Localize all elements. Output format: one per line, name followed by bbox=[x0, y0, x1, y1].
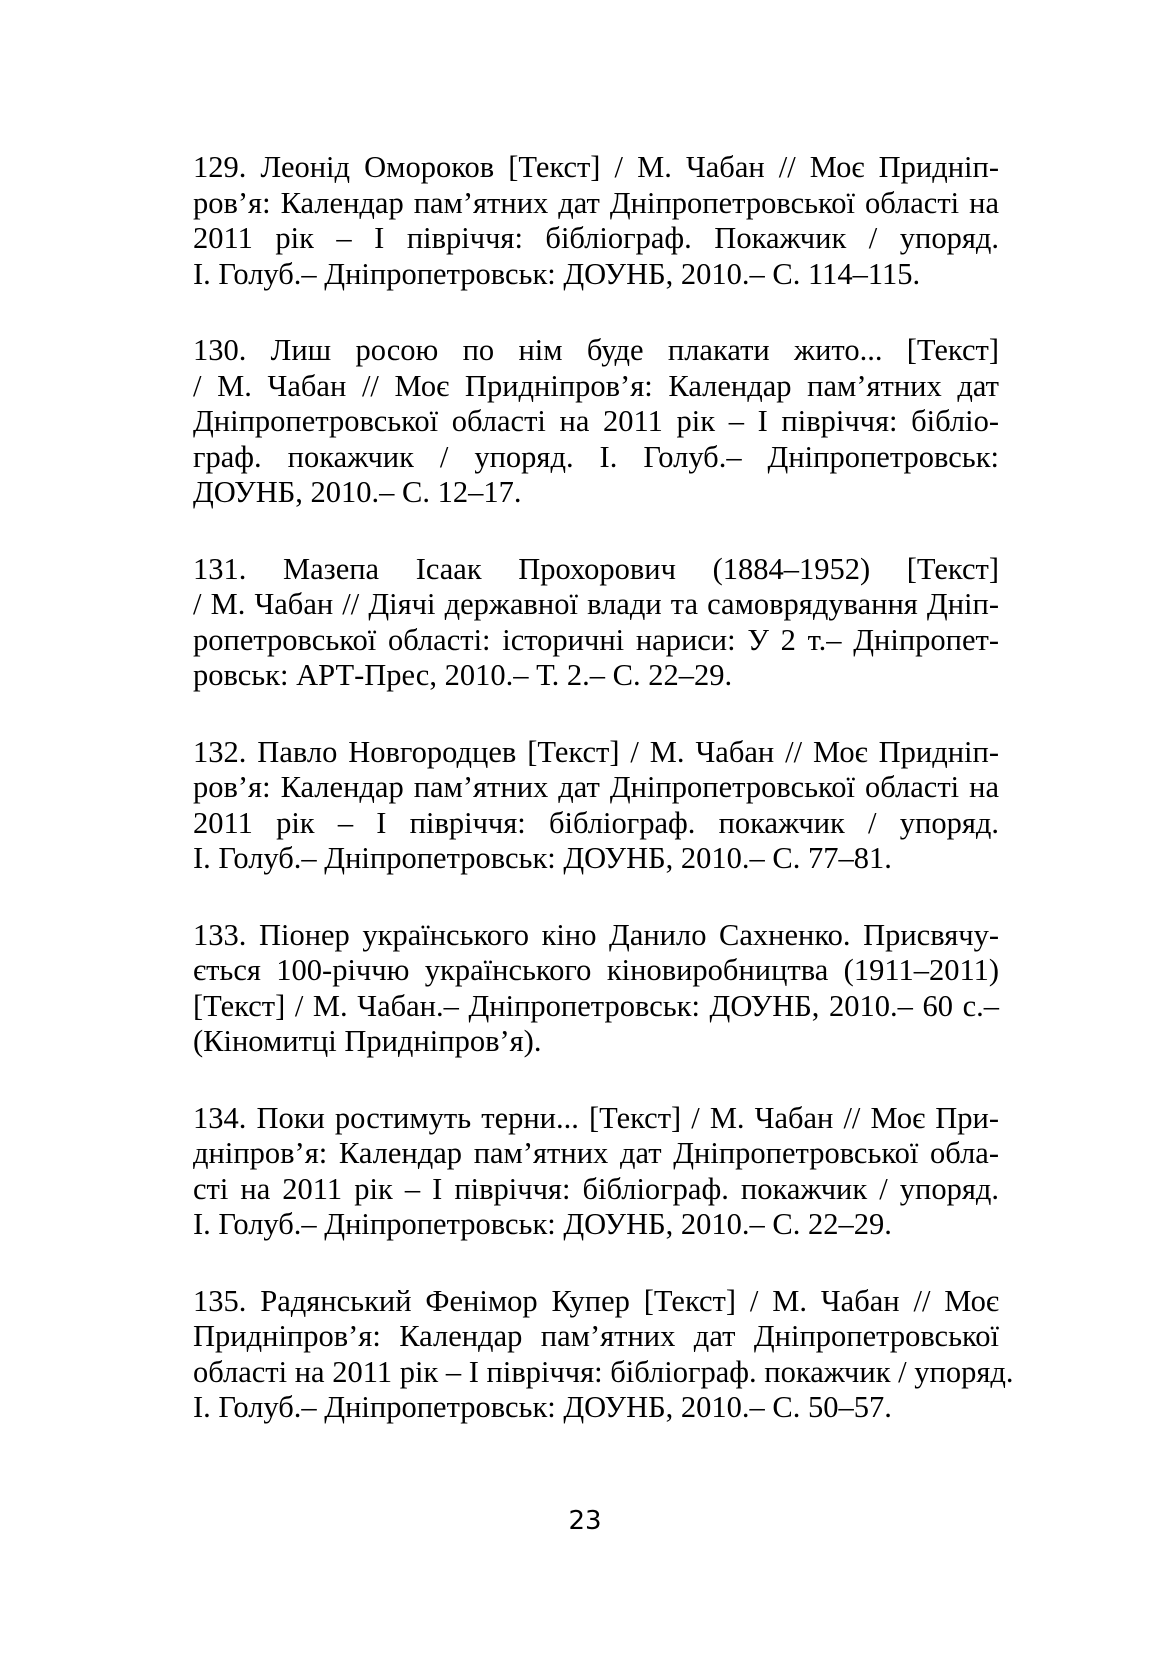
entry-line: ров’я: Календар пам’ятних дат Дніпропетровської області на bbox=[193, 770, 999, 804]
entry-line: ропетровської області: історичні нариси: У 2 т.– Дніпропет- bbox=[193, 622, 999, 657]
entry-line: ров’я: Календар пам’ятних дат Дніпропетровської області на bbox=[193, 185, 999, 220]
entry-line: 133. Піонер українського кіно Данило Сахненко. Присвячу- bbox=[193, 917, 999, 952]
entry-line: І. Голуб.– Дніпропетровськ: ДОУНБ, 2010.– С. 114–115. bbox=[193, 256, 921, 291]
entry-line: 129. Леонід Омороков [Текст] / М. Чабан // Моє Придніп- bbox=[193, 150, 999, 184]
entry-line: І. Голуб.– Дніпропетровськ: ДОУНБ, 2010.– С. 50–57. bbox=[193, 1390, 892, 1424]
entry-line: 134. Поки ростимуть терни... [Текст] / М. Чабан // Моє При- bbox=[193, 1100, 999, 1135]
entry-line: І. Голуб.– Дніпропетровськ: ДОУНБ, 2010.– С. 22–29. bbox=[193, 1207, 892, 1241]
entry-line: Придніпров’я: Календар пам’ятних дат Дніпропетровської bbox=[193, 1319, 999, 1353]
entry-line: (Кіномитці Придніпров’я). bbox=[193, 1024, 542, 1058]
bibliography-entry-132 bbox=[193, 735, 999, 877]
page-number: 23 bbox=[568, 1506, 602, 1536]
bibliography-entry-133 bbox=[193, 918, 999, 1060]
bibliography-entry-129 bbox=[193, 150, 999, 292]
entry-line: І. Голуб.– Дніпропетровськ: ДОУНБ, 2010.– С. 77–81. bbox=[193, 841, 892, 875]
bibliography-entry-135 bbox=[193, 1283, 1014, 1426]
entry-line: 130. Лиш росою по нім буде плакати жито... [Текст] bbox=[193, 333, 999, 367]
entry-line: області на 2011 рік – І півріччя: бібліограф. покажчик / упоряд. bbox=[193, 1354, 1014, 1389]
entry-line: Дніпропетровської області на 2011 рік – І півріччя: бібліо- bbox=[193, 404, 999, 438]
bibliography-list bbox=[193, 150, 1014, 1467]
entry-line: ровськ: АРТ-Прес, 2010.– Т. 2.– С. 22–29. bbox=[193, 658, 733, 692]
entry-line: граф. покажчик / упоряд. І. Голуб.– Дніпропетровськ: bbox=[193, 439, 999, 474]
entry-line: дніпров’я: Календар пам’ятних дат Дніпропетровської обла- bbox=[193, 1136, 999, 1170]
bibliography-entry-131 bbox=[193, 552, 999, 694]
bibliography-entry-130 bbox=[193, 333, 999, 511]
entry-line: [Текст] / М. Чабан.– Дніпропетровськ: ДОУНБ, 2010.– 60 с.– bbox=[193, 988, 999, 1023]
entry-line: 2011 рік – І півріччя: бібліограф. Покажчик / упоряд. bbox=[193, 221, 999, 255]
entry-line: 2011 рік – І півріччя: бібліограф. покажчик / упоряд. bbox=[193, 805, 999, 840]
entry-line: сті на 2011 рік – І півріччя: бібліограф. покажчик / упоряд. bbox=[193, 1171, 999, 1206]
entry-line: / М. Чабан // Діячі державної влади та самоврядування Дніп- bbox=[193, 587, 999, 621]
entry-line: ється 100-річчю українського кіновиробництва (1911–2011) bbox=[193, 953, 999, 987]
entry-line: ДОУНБ, 2010.– С. 12–17. bbox=[193, 475, 522, 509]
entry-line: 131. Мазепа Ісаак Прохорович (1884–1952) [Текст] bbox=[193, 551, 999, 586]
entry-line: / М. Чабан // Моє Придніпров’я: Календар пам’ятних дат bbox=[193, 368, 999, 403]
entry-line: 135. Радянський Фенімор Купер [Текст] / М. Чабан // Моє bbox=[193, 1283, 999, 1318]
entry-line: 132. Павло Новгородцев [Текст] / М. Чабан // Моє Придніп- bbox=[193, 734, 999, 769]
bibliography-entry-134 bbox=[193, 1101, 999, 1243]
